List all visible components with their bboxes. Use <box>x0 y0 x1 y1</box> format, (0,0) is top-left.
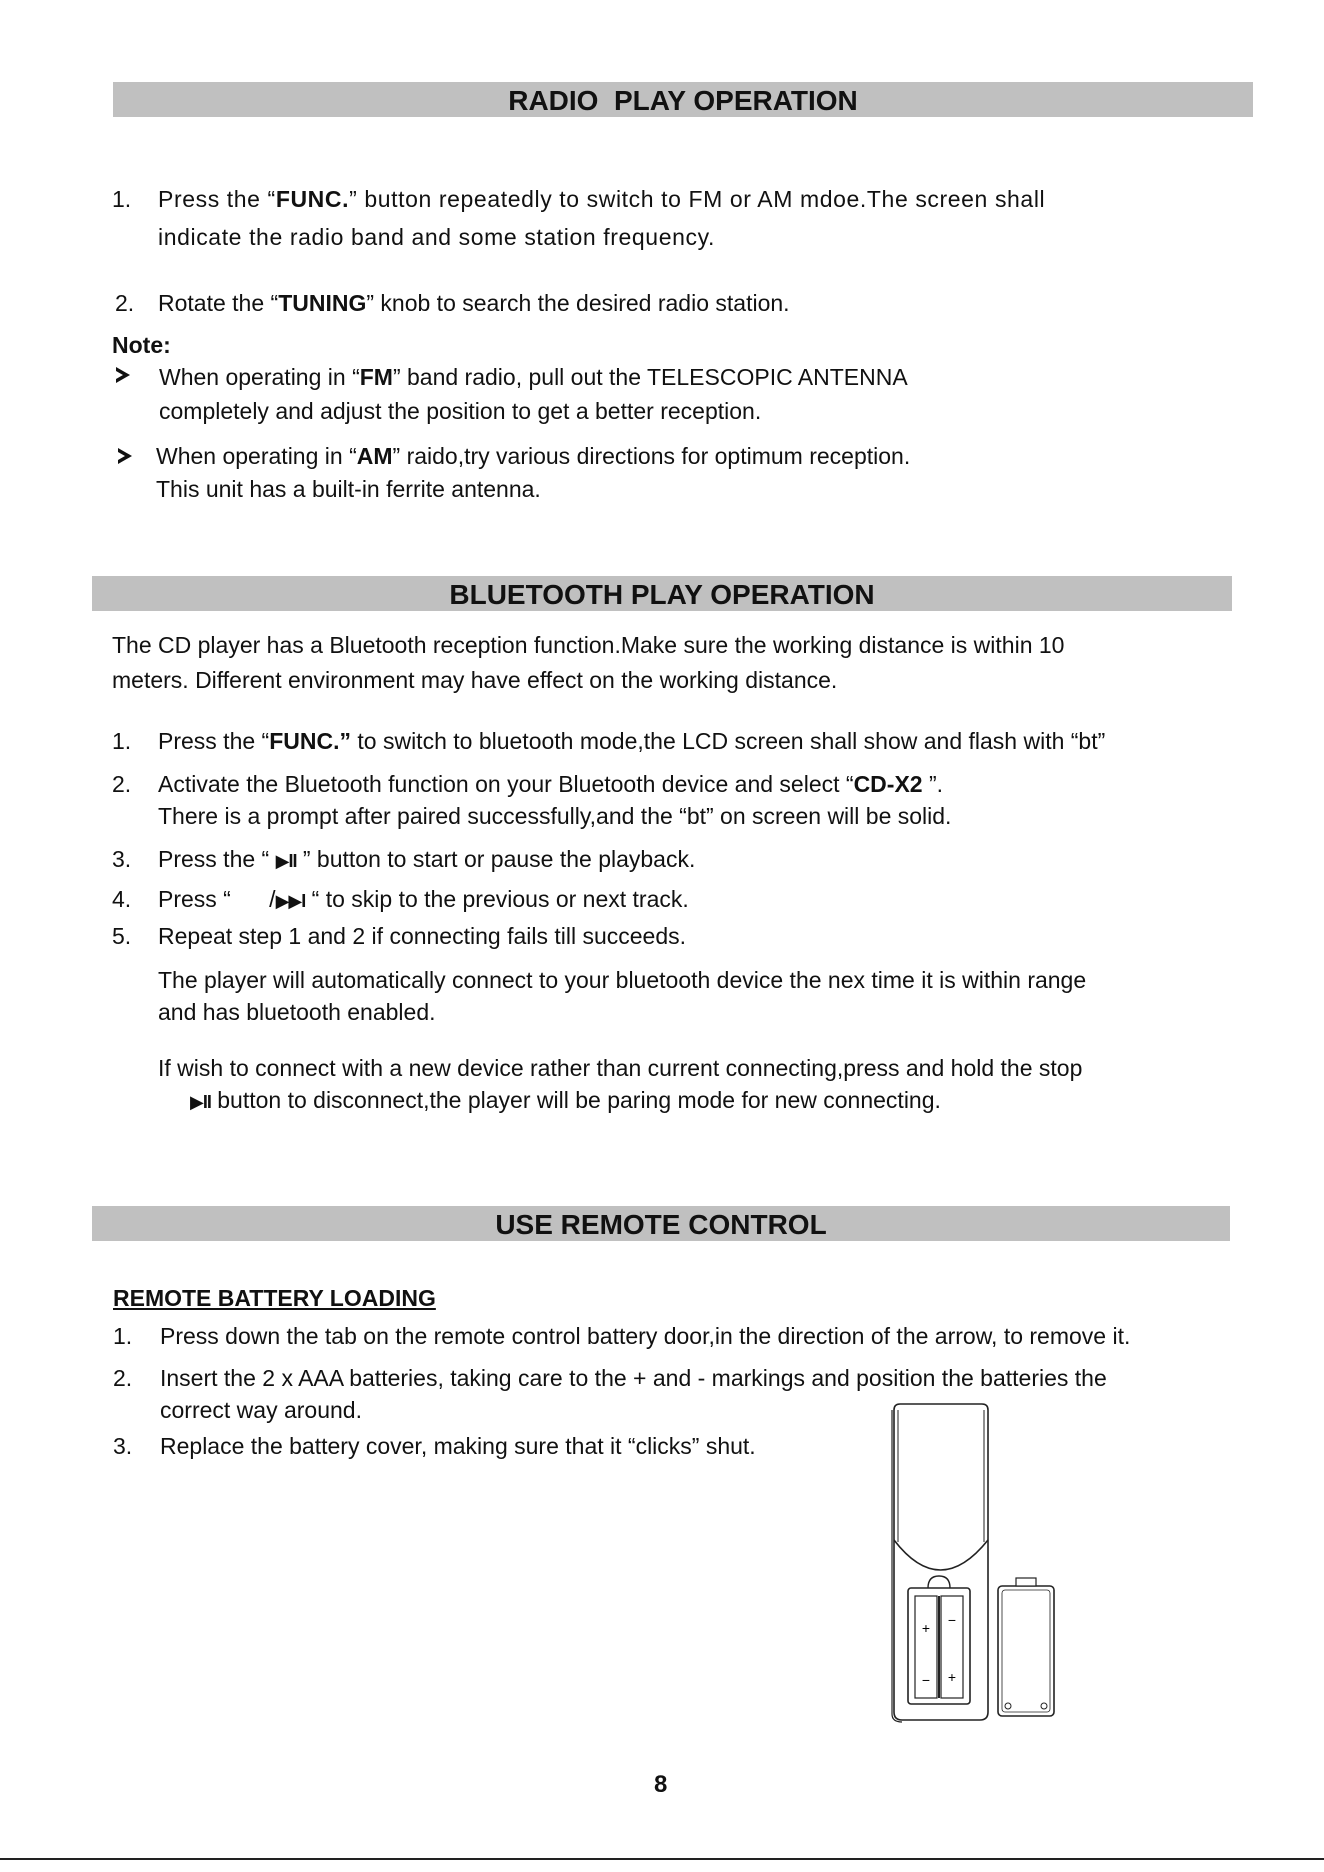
radio-step2-text <box>158 290 790 316</box>
bluetooth-step3-post: ” button to start or pause the playback. <box>296 846 696 872</box>
radio-step2-post: ” knob to search the desired radio station. <box>366 290 790 316</box>
battery-right-plus: + <box>947 1669 957 1685</box>
battery-left-plus: + <box>921 1620 931 1636</box>
radio-step2-bold: TUNING <box>278 290 367 316</box>
bluetooth-step1-number: 1. <box>112 728 132 754</box>
remote-battery-illustration <box>880 1400 1070 1730</box>
page-bottom-border <box>0 1858 1324 1860</box>
bluetooth-step2-line2: There is a prompt after paired successfully,and the “bt” on screen will be solid. <box>158 803 952 829</box>
radio-note2-bold: AM <box>356 443 393 469</box>
section-title-remote: USE REMOTE CONTROL <box>495 1209 827 1240</box>
radio-note2-pre: When operating in “ <box>156 443 357 469</box>
radio-note2-text <box>156 443 910 469</box>
remote-subheading: REMOTE BATTERY LOADING <box>113 1285 436 1311</box>
bluetooth-step5-number: 5. <box>112 923 132 949</box>
radio-note2-post: ” raido,try various directions for optimum reception. <box>392 443 911 469</box>
bluetooth-step2-pre: Activate the Bluetooth function on your Bluetooth device and select “ <box>158 771 854 797</box>
remote-step3-text: Replace the battery cover, making sure that it “clicks” shut. <box>160 1433 756 1459</box>
radio-step1-number: 1. <box>112 186 132 212</box>
remote-step2-text: Insert the 2 x AAA batteries, taking care to the + and - markings and position the batteries the <box>160 1365 1107 1391</box>
bluetooth-para1-line1: The player will automatically connect to your bluetooth device the nex time it is within range <box>158 967 1087 993</box>
radio-note1-line2: completely and adjust the position to get a better reception. <box>159 398 762 424</box>
bluetooth-step4-text <box>158 886 689 914</box>
radio-note-label: Note: <box>112 332 171 358</box>
bluetooth-step2-bold: CD-X2 <box>853 771 923 797</box>
radio-step1-line2: indicate the radio band and some station frequency. <box>158 224 715 250</box>
battery-right-minus: − <box>947 1612 957 1628</box>
remote-step2-number: 2. <box>113 1365 133 1391</box>
bluetooth-para2-line1: If wish to connect with a new device rather than current connecting,press and hold the stop <box>158 1055 1083 1081</box>
bluetooth-step2-post: ”. <box>922 771 944 797</box>
bluetooth-step4-number: 4. <box>112 886 132 912</box>
next-track-icon: ▶▶I <box>275 891 306 911</box>
radio-step1-text <box>158 186 1045 212</box>
radio-step1-pre: Press the “ <box>158 186 276 212</box>
bluetooth-step3-pre: Press the “ <box>158 846 276 872</box>
bluetooth-step2-number: 2. <box>112 771 132 797</box>
bluetooth-step5-text: Repeat step 1 and 2 if connecting fails till succeeds. <box>158 923 687 949</box>
bluetooth-step1-pre: Press the “ <box>158 728 270 754</box>
bluetooth-intro-line2: meters. Different environment may have effect on the working distance. <box>112 667 838 693</box>
bluetooth-step1-bold: FUNC.” <box>269 728 351 754</box>
section-header-remote <box>92 1206 1230 1241</box>
page-number: 8 <box>654 1771 668 1798</box>
bluetooth-step3-text <box>158 846 695 874</box>
radio-step2-pre: Rotate the “ <box>158 290 279 316</box>
bluetooth-para2-text: button to disconnect,the player will be paring mode for new connecting. <box>210 1087 941 1113</box>
bluetooth-step4-pre: Press “ / <box>158 886 276 912</box>
radio-note1-pre: When operating in “ <box>159 364 360 390</box>
radio-note1-bold: FM <box>359 364 393 390</box>
bluetooth-para2-line2 <box>190 1087 941 1115</box>
radio-step2-number: 2. <box>115 290 135 316</box>
radio-note2-line2: This unit has a built-in ferrite antenna. <box>156 476 541 502</box>
remote-step1-number: 1. <box>113 1323 133 1349</box>
bluetooth-step1-text <box>158 728 1105 754</box>
note1-bullet-arrow-icon <box>116 367 130 383</box>
radio-note1-text <box>159 364 908 390</box>
battery-left-minus: − <box>921 1672 931 1688</box>
section-header-bluetooth <box>92 576 1232 611</box>
bluetooth-step3-number: 3. <box>112 846 132 872</box>
section-title-bluetooth: BLUETOOTH PLAY OPERATION <box>449 579 875 610</box>
bluetooth-step1-post: to switch to bluetooth mode,the LCD screen shall show and flash with “bt” <box>351 728 1106 754</box>
bluetooth-step2-text <box>158 771 943 797</box>
bluetooth-para1-line2: and has bluetooth enabled. <box>158 999 436 1025</box>
radio-step1-post: ” button repeatedly to switch to FM or AM mdoe.The screen shall <box>349 186 1046 212</box>
section-header-radio <box>113 82 1253 117</box>
remote-step1-text: Press down the tab on the remote control battery door,in the direction of the arrow, to remove it. <box>160 1323 1131 1349</box>
battery-cover <box>998 1586 1054 1716</box>
section-title-radio: RADIO PLAY OPERATION <box>508 85 858 116</box>
radio-step1-bold: FUNC. <box>275 186 350 212</box>
radio-note1-post: ” band radio, pull out the TELESCOPIC ANTENNA <box>392 364 908 390</box>
note2-bullet-arrow-icon <box>118 448 132 464</box>
bluetooth-intro-line1: The CD player has a Bluetooth reception function.Make sure the working distance is within 10 <box>112 632 1065 658</box>
play-pause-icon: ▶II <box>190 1092 211 1112</box>
remote-step3-number: 3. <box>113 1433 133 1459</box>
bluetooth-step4-post: “ to skip to the previous or next track. <box>305 886 689 912</box>
remote-step2-line2: correct way around. <box>160 1397 362 1423</box>
battery-cover-clip <box>1016 1578 1036 1586</box>
play-pause-icon: ▶II <box>275 851 297 871</box>
